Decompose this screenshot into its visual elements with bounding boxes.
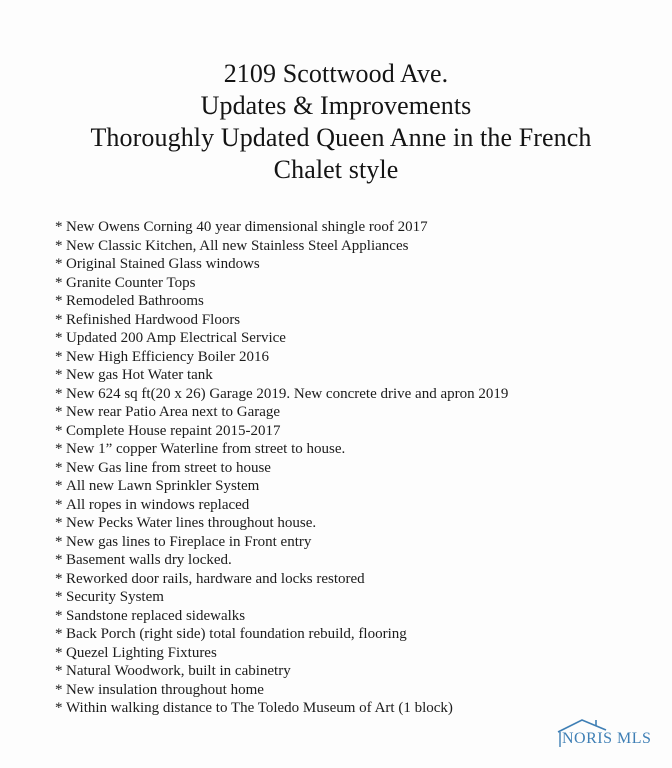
logo-text: NORIS MLS: [562, 730, 652, 747]
list-item: [55, 588, 655, 607]
list-item-text: Security System: [66, 589, 164, 605]
bullet-star: *: [55, 626, 63, 642]
list-item-text: New Classic Kitchen, All new Stainless Steel Appliances: [66, 237, 409, 254]
list-item: [55, 681, 655, 700]
list-item: [55, 385, 655, 404]
title-heading: Updates & Improvements: [200, 91, 472, 120]
bullet-star: *: [55, 256, 63, 272]
list-item: [55, 607, 655, 626]
list-item-text: Sandstone replaced sidewalks: [66, 607, 246, 624]
bullet-star: *: [55, 293, 63, 309]
list-item-text: Original Stained Glass windows: [66, 256, 260, 272]
bullet-star: *: [55, 367, 63, 383]
bullet-star: *: [55, 663, 63, 679]
list-item-text: Complete House repaint 2015-2017: [66, 422, 281, 439]
list-item: [55, 459, 655, 478]
list-item: [55, 329, 655, 348]
list-item-text: New rear Patio Area next to Garage: [66, 404, 281, 420]
bullet-star: *: [55, 441, 63, 457]
bullet-star: *: [55, 385, 63, 402]
title-subheading: Thoroughly Updated Queen Anne in the French: [90, 123, 592, 152]
list-item-text: Quezel Lighting Fixtures: [66, 644, 217, 661]
noris-mls-logo: [552, 716, 662, 752]
list-item: [55, 477, 655, 496]
list-item-text: New Owens Corning 40 year dimensional shingle roof 2017: [66, 219, 428, 235]
list-item-text: New gas lines to Fireplace in Front entry: [66, 533, 312, 550]
list-item-text: New 624 sq ft(20 x 26) Garage 2019. New concrete drive and apron 2019: [66, 385, 509, 402]
bullet-star: *: [55, 330, 63, 346]
bullet-star: *: [55, 533, 63, 550]
list-item: [55, 348, 655, 367]
list-item: [55, 274, 655, 293]
bullet-star: *: [55, 496, 63, 513]
list-item: [55, 625, 655, 644]
list-item: [55, 422, 655, 441]
bullet-star: *: [55, 311, 63, 328]
bullet-star: *: [55, 552, 63, 568]
list-item: [55, 551, 655, 570]
document-title: [0, 58, 672, 186]
list-item: [55, 440, 655, 459]
list-item: [55, 533, 655, 552]
bullet-star: *: [55, 422, 63, 439]
list-item: [55, 514, 655, 533]
list-item-text: New gas Hot Water tank: [66, 367, 213, 383]
list-item: [55, 366, 655, 385]
bullet-star: *: [55, 644, 63, 661]
bullet-star: *: [55, 607, 63, 624]
list-item: [55, 496, 655, 515]
list-item-text: Updated 200 Amp Electrical Service: [66, 330, 286, 346]
bullet-star: *: [55, 681, 63, 698]
list-item-text: New insulation throughout home: [66, 681, 264, 698]
bullet-star: *: [55, 219, 63, 235]
bullet-star: *: [55, 459, 63, 476]
bullet-star: *: [55, 515, 63, 531]
list-item-text: Remodeled Bathrooms: [66, 293, 204, 309]
title-subheading-cont: Chalet style: [273, 155, 399, 184]
list-item: [55, 699, 655, 718]
list-item: [55, 292, 655, 311]
bullet-star: *: [55, 237, 63, 254]
list-item: [55, 218, 655, 237]
list-item: [55, 644, 655, 663]
list-item: [55, 311, 655, 330]
list-item: [55, 237, 655, 256]
bullet-star: *: [55, 404, 63, 420]
list-item-text: Refinished Hardwood Floors: [66, 311, 241, 328]
list-item: [55, 403, 655, 422]
bullet-star: *: [55, 348, 63, 365]
bullet-star: *: [55, 570, 63, 587]
list-item-text: Granite Counter Tops: [66, 274, 196, 291]
list-item-text: All new Lawn Sprinkler System: [66, 478, 260, 494]
list-item-text: New High Efficiency Boiler 2016: [66, 348, 270, 365]
list-item: [55, 662, 655, 681]
list-item-text: Natural Woodwork, built in cabinetry: [66, 663, 291, 679]
list-item: [55, 570, 655, 589]
title-address: 2109 Scottwood Ave.: [223, 59, 449, 88]
list-item-text: Within walking distance to The Toledo Museum of Art (1 block): [66, 700, 453, 716]
list-item: [55, 255, 655, 274]
list-item-text: New 1” copper Waterline from street to house.: [66, 441, 346, 457]
list-item-text: Back Porch (right side) total foundation rebuild, flooring: [66, 626, 407, 642]
list-item-text: New Gas line from street to house: [66, 459, 271, 476]
bullet-star: *: [55, 700, 63, 716]
list-item-text: All ropes in windows replaced: [66, 496, 250, 513]
bullet-star: *: [55, 478, 63, 494]
bullet-star: *: [55, 589, 63, 605]
list-item-text: New Pecks Water lines throughout house.: [66, 515, 317, 531]
bullet-star: *: [55, 274, 63, 291]
list-item-text: Basement walls dry locked.: [66, 552, 232, 568]
list-item-text: Reworked door rails, hardware and locks restored: [66, 570, 365, 587]
improvements-list: [55, 218, 655, 718]
